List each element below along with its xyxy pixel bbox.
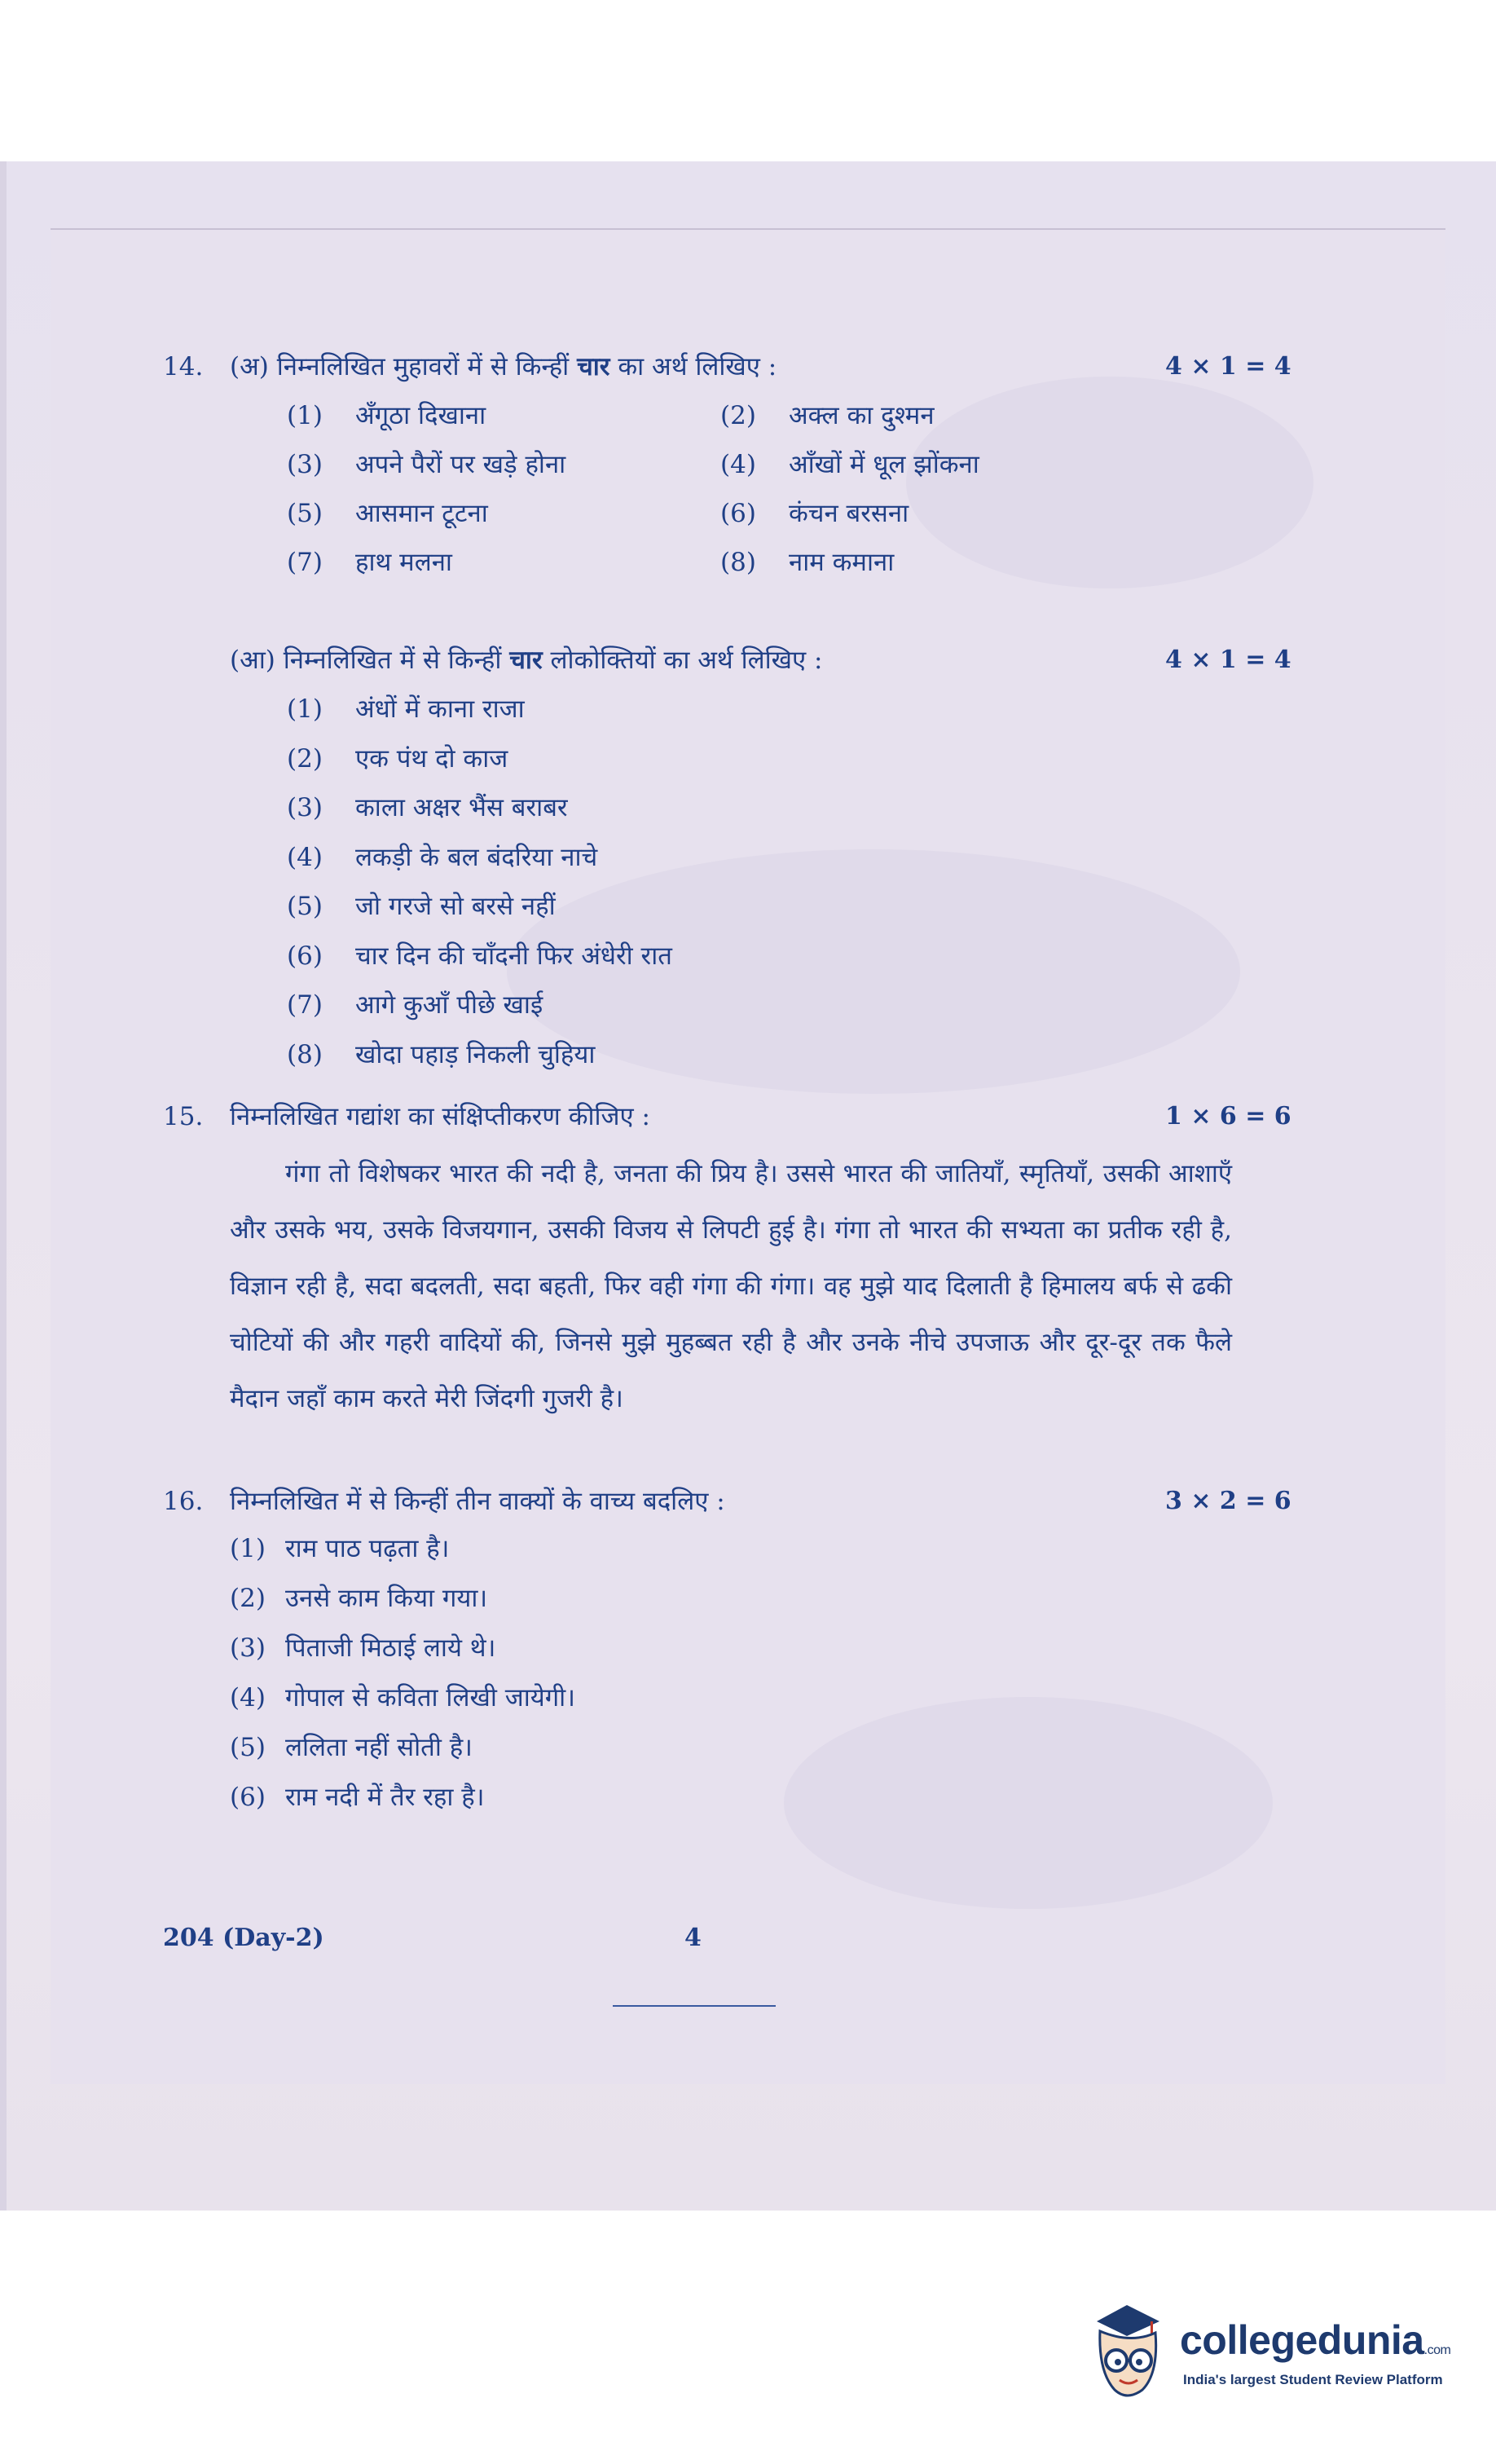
item-text: आगे कुआँ पीछे खाई bbox=[355, 990, 543, 1020]
marks-15: 1 × 6 = 6 bbox=[1165, 1102, 1291, 1131]
item-number: (7) bbox=[287, 990, 323, 1020]
idiom-item bbox=[720, 448, 979, 481]
item-number: (8) bbox=[287, 1039, 323, 1069]
collegedunia-logo[interactable] bbox=[1082, 2299, 1457, 2421]
item-text: राम नदी में तैर रहा है। bbox=[285, 1783, 485, 1812]
proverb-item bbox=[287, 743, 508, 775]
item-number: (1) bbox=[230, 1534, 266, 1563]
logo-tagline: India's largest Student Review Platform bbox=[1183, 2372, 1443, 2387]
question-number: 14. bbox=[163, 352, 204, 381]
item-number: (3) bbox=[230, 1633, 266, 1663]
item-number: (6) bbox=[287, 941, 323, 971]
item-number: (6) bbox=[720, 499, 756, 528]
question-14a-instruction: (अ) निम्नलिखित मुहावरों में से किन्हीं चार का अर्थ लिखिए : bbox=[230, 352, 777, 381]
item-text: आसमान टूटना bbox=[355, 499, 488, 528]
item-text: उनसे काम किया गया। bbox=[285, 1584, 488, 1613]
proverb-item bbox=[287, 890, 556, 923]
item-number: (5) bbox=[287, 892, 323, 921]
item-text: चार दिन की चाँदनी फिर अंधेरी रात bbox=[355, 941, 672, 971]
sentence-item bbox=[230, 1632, 495, 1664]
item-text: हाथ मलना bbox=[355, 548, 452, 577]
mascot-icon bbox=[1082, 2299, 1172, 2413]
idiom-item bbox=[720, 497, 909, 530]
logo-wordmark: collegedunia.com bbox=[1180, 2317, 1451, 2363]
item-number: (2) bbox=[287, 743, 323, 774]
item-text: लकड़ी के बल बंदरिया नाचे bbox=[355, 842, 598, 872]
scanned-page bbox=[0, 161, 1496, 2211]
sentence-item bbox=[230, 1682, 575, 1714]
idiom-item bbox=[720, 399, 935, 432]
item-text: अपने पैरों पर खड़े होना bbox=[355, 450, 566, 479]
scan-edge bbox=[0, 161, 7, 2211]
proverb-item bbox=[287, 940, 672, 972]
item-text: आँखों में धूल झोंकना bbox=[789, 450, 979, 479]
question-14b-instruction: (आ) निम्नलिखित में से किन्हीं चार लोकोक्तियों का अर्थ लिखिए : bbox=[230, 646, 823, 675]
question-15-instruction: निम्नलिखित गद्यांश का संक्षिप्तीकरण कीजिए : bbox=[230, 1102, 651, 1131]
proverb-item bbox=[287, 841, 597, 874]
proverb-item bbox=[287, 791, 568, 824]
item-number: (2) bbox=[720, 401, 756, 430]
marks-14a: 4 × 1 = 4 bbox=[1165, 352, 1291, 381]
item-number: (6) bbox=[230, 1783, 266, 1812]
item-number: (5) bbox=[287, 499, 323, 528]
item-text: कंचन बरसना bbox=[789, 499, 909, 528]
emphasis-word: चार bbox=[509, 646, 543, 675]
paper-code: 204 (Day-2) bbox=[163, 1924, 324, 1952]
emphasis-word: चार bbox=[577, 352, 610, 381]
item-text: जो गरजे सो बरसे नहीं bbox=[355, 892, 556, 921]
proverb-item bbox=[287, 989, 543, 1021]
item-text: गोपाल से कविता लिखी जायेगी। bbox=[285, 1683, 575, 1712]
paper-stain bbox=[784, 1697, 1273, 1909]
item-number: (5) bbox=[230, 1733, 266, 1762]
item-text: काला अक्षर भैंस बराबर bbox=[355, 793, 568, 822]
sentence-item bbox=[230, 1582, 487, 1615]
item-text: नाम कमाना bbox=[789, 548, 895, 577]
item-number: (4) bbox=[720, 450, 756, 479]
item-text: एक पंथ दो काज bbox=[355, 743, 508, 774]
idiom-item bbox=[287, 546, 452, 579]
item-text: पिताजी मिठाई लाये थे। bbox=[285, 1633, 496, 1663]
item-number: (4) bbox=[230, 1683, 266, 1712]
item-number: (7) bbox=[287, 548, 323, 577]
idiom-item bbox=[287, 497, 488, 530]
marks-14b: 4 × 1 = 4 bbox=[1165, 646, 1291, 674]
page-number: 4 bbox=[684, 1924, 702, 1952]
idiom-item bbox=[287, 399, 486, 432]
item-text: अँगूठा दिखाना bbox=[355, 401, 486, 430]
sentence-item bbox=[230, 1731, 473, 1764]
proverb-item bbox=[287, 693, 525, 725]
item-text: खोदा पहाड़ निकली चुहिया bbox=[355, 1039, 596, 1069]
item-number: (1) bbox=[287, 694, 323, 724]
sentence-item bbox=[230, 1781, 484, 1814]
question-16-instruction: निम्नलिखित में से किन्हीं तीन वाक्यों के वाच्य बदलिए : bbox=[230, 1487, 725, 1516]
sentence-item bbox=[230, 1532, 449, 1565]
idiom-item bbox=[720, 546, 894, 579]
question-number: 15. bbox=[163, 1102, 204, 1131]
item-text: ललिता नहीं सोती है। bbox=[285, 1733, 473, 1762]
passage: गंगा तो विशेषकर भारत की नदी है, जनता की प्रिय है। उससे भारत की जातियाँ, स्मृतियाँ, उसकी आशाएँ और उसके भय, उसके विजयगान, उसकी विजय से लिपटी हुई है। गंगा तो भारत की सभ्यता का प्रतीक रही है, विज्ञान रही है, सदा बदलती, सदा बहती, फिर वही गंगा की गंगा। वह मुझे याद दिलाती है हिमालय बर्फ से ढकी चोटियों की और गहरी वादियों की, जिनसे मुझे मुहब्बत रही है और उनके नीचे उपजाऊ और दूर-दूर तक फैले मैदान जहाँ काम करते मेरी जिंदगी गुजरी है। bbox=[230, 1159, 1232, 1413]
proverb-item bbox=[287, 1038, 595, 1071]
item-number: (2) bbox=[230, 1584, 266, 1613]
item-text: अक्ल का दुश्मन bbox=[789, 401, 935, 430]
marks-16: 3 × 2 = 6 bbox=[1165, 1487, 1291, 1515]
end-rule bbox=[613, 2005, 776, 2007]
item-text: राम पाठ पढ़ता है। bbox=[285, 1534, 450, 1563]
item-number: (8) bbox=[720, 548, 756, 577]
item-number: (4) bbox=[287, 842, 323, 872]
item-number: (1) bbox=[287, 401, 323, 430]
item-number: (3) bbox=[287, 793, 323, 822]
question-number: 16. bbox=[163, 1487, 204, 1516]
item-text: अंधों में काना राजा bbox=[355, 694, 525, 724]
idiom-item bbox=[287, 448, 565, 481]
item-number: (3) bbox=[287, 450, 323, 479]
paper-stain bbox=[906, 377, 1313, 588]
